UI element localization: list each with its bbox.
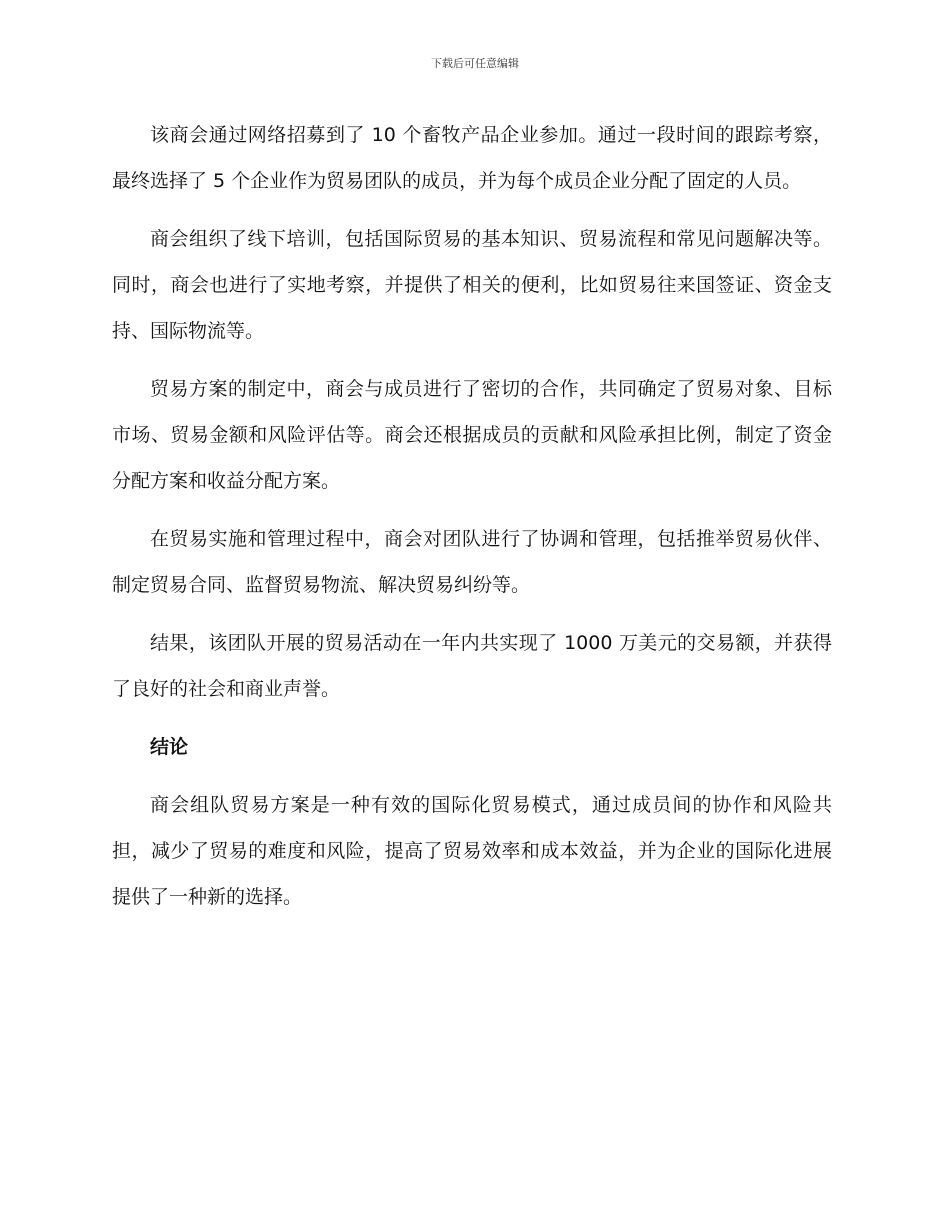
paragraph-plan: 贸易方案的制定中，商会与成员进行了密切的合作，共同确定了贸易对象、目标市场、贸易金额和风险评估等。商会还根据成员的贡献和风险承担比例，制定了资金分配方案和收益分配方案。 <box>112 378 832 492</box>
paragraph-training: 商会组织了线下培训，包括国际贸易的基本知识、贸易流程和常见问题解决等。同时，商会也进行了实地考察，并提供了相关的便利，比如贸易往来国签证、资金支持、国际物流等。 <box>112 228 832 342</box>
conclusion-heading: 结论 <box>150 736 189 758</box>
document-body <box>112 112 832 932</box>
paragraph-result: 结果，该团队开展的贸易活动在一年内共实现了 1000 万美元的交易额，并获得了良好的社会和商业声誉。 <box>112 632 832 700</box>
page-header: 下载后可任意编辑 <box>431 57 519 70</box>
conclusion-paragraph: 商会组队贸易方案是一种有效的国际化贸易模式，通过成员间的协作和风险共担，减少了贸易的难度和风险，提高了贸易效率和成本效益，并为企业的国际化进展提供了一种新的选择。 <box>112 794 832 908</box>
paragraph-recruitment: 该商会通过网络招募到了 10 个畜牧产品企业参加。通过一段时间的跟踪考察，最终选择了 5 个企业作为贸易团队的成员，并为每个成员企业分配了固定的人员。 <box>112 124 832 192</box>
paragraph-management: 在贸易实施和管理过程中，商会对团队进行了协调和管理，包括推举贸易伙伴、制定贸易合同、监督贸易物流、解决贸易纠纷等。 <box>112 528 832 596</box>
